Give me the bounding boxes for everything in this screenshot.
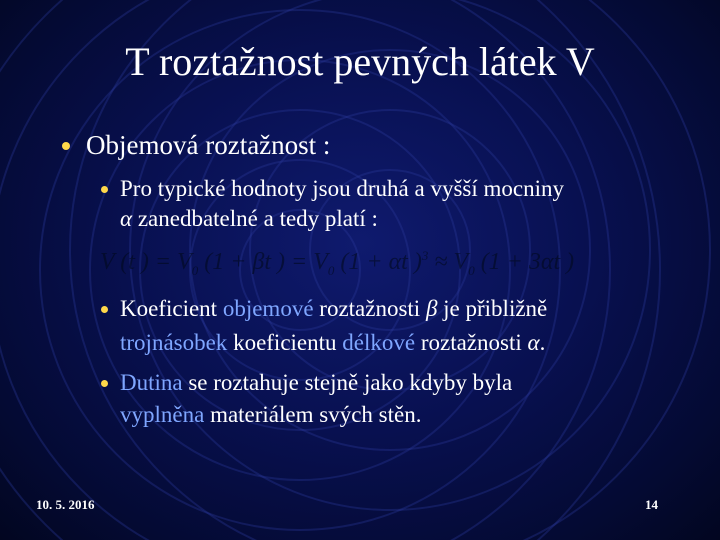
text-span: Koeficient [120,296,218,321]
formula-part: V (t ) = V [100,249,192,275]
alpha-symbol: α [527,330,540,355]
bullet-icon [101,380,108,387]
formula-subscript: 0 [191,262,199,278]
alpha-symbol: α [120,206,133,231]
text-span: materiálem svých stěn. [210,402,422,427]
highlight-dutina: Dutina [120,370,183,395]
formula-part: ≈ V [434,249,469,275]
text-span: roztažnosti [420,330,522,355]
footer-page-number: 14 [645,497,658,512]
text-span: . [539,330,546,355]
text-span: se roztahuje stejně jako kdyby byla [188,370,513,395]
text-span: koeficientu [233,330,337,355]
text-span: je přibližně [443,296,548,321]
formula-part: (1 + αt ) [340,249,422,275]
bullet-icon [101,186,108,193]
bullet-koeficient-line1 [120,296,547,322]
formula-part: (1 + 3αt ) [480,249,575,275]
highlight-delkove: délkové [342,330,416,355]
footer-date: 10. 5. 2016 [36,497,95,512]
bullet-objemova: Objemová roztažnost : [86,130,331,160]
bullet-dutina-line1 [120,370,512,396]
bullet-typicke-line2 [120,206,378,232]
highlight-trojnasobek: trojnásobek [120,330,228,355]
bullet-icon [101,306,108,313]
formula-exponent: 3 [421,248,429,263]
bullet-koeficient-line2 [120,330,545,356]
volume-expansion-formula [100,248,574,279]
bullet-typicke-line2-text: zanedbatelné a tedy platí : [137,206,378,231]
highlight-vyplnena: vyplněna [120,402,205,427]
bullet-typicke-line1: Pro typické hodnoty jsou druhá a vyšší mocniny [120,176,564,201]
beta-symbol: β [425,296,438,321]
formula-part: (1 + βt ) = V [204,249,328,275]
highlight-objemove: objemové [222,296,314,321]
formula-subscript: 0 [468,262,475,278]
bullet-icon [62,142,70,150]
slide-title: T roztažnost pevných látek V [125,39,595,84]
text-span: roztažnosti [319,296,421,321]
bullet-dutina-line2 [120,402,421,428]
formula-subscript: 0 [327,262,335,278]
